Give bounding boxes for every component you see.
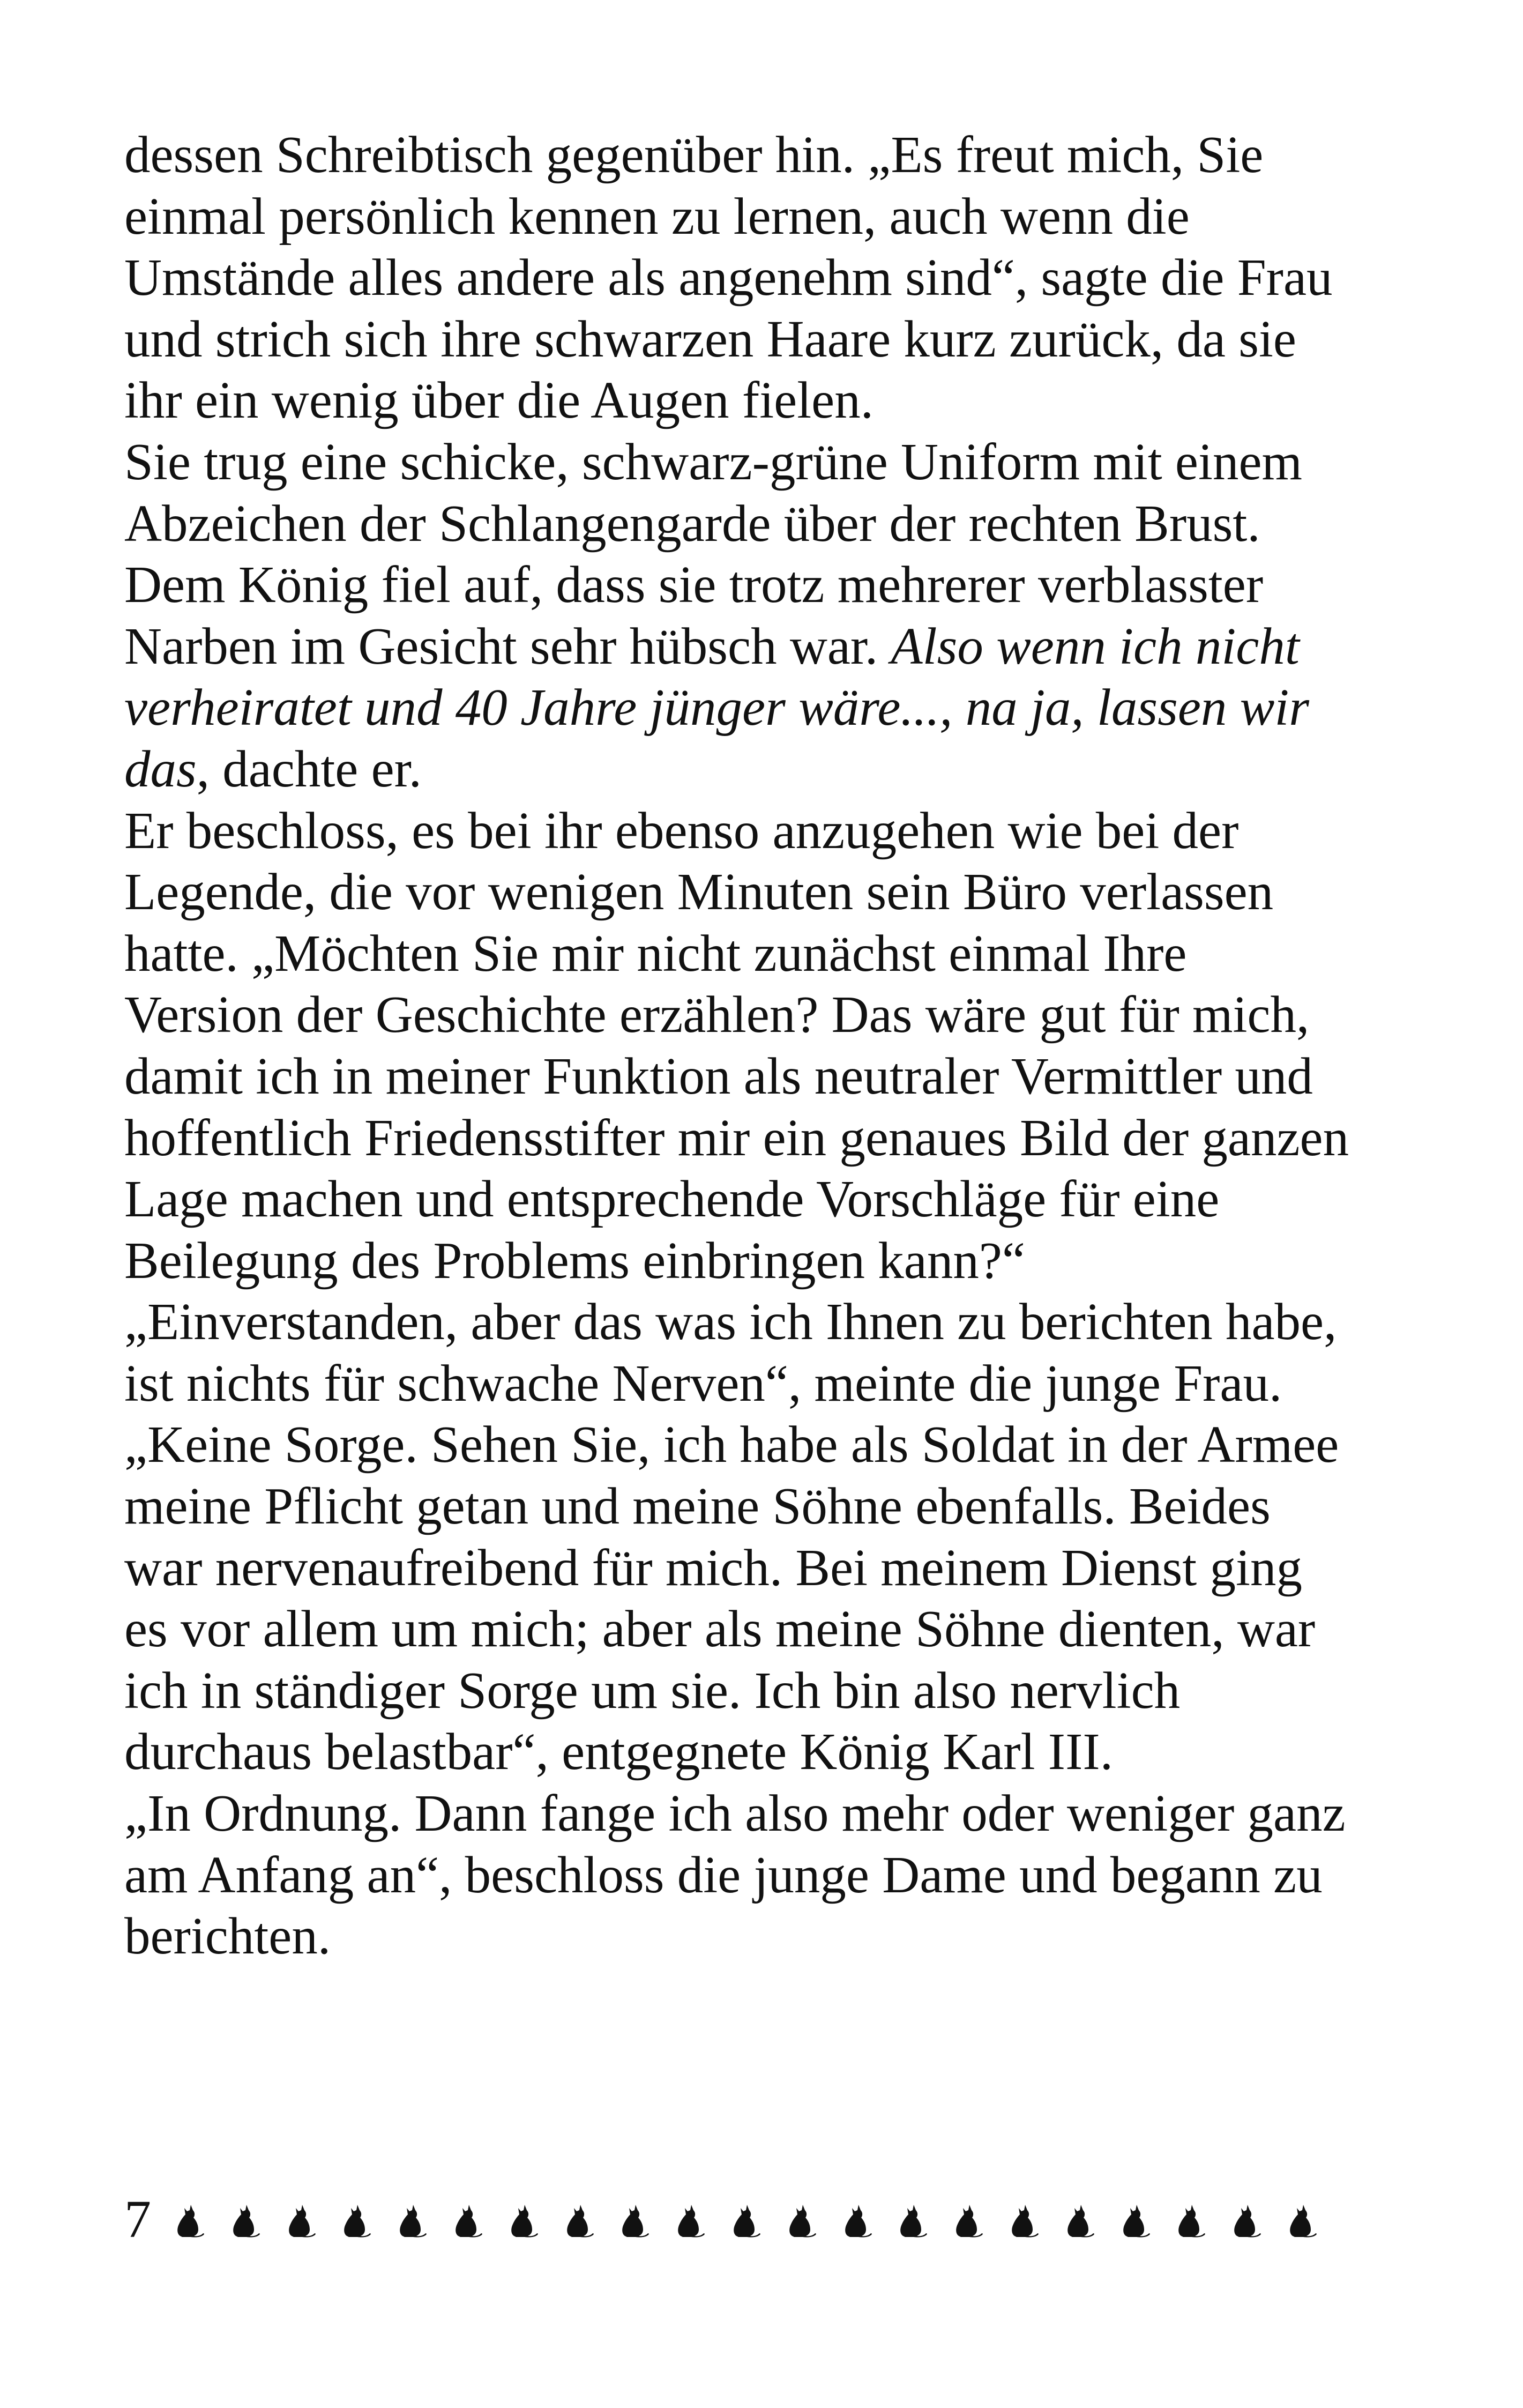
text-line	[124, 616, 1421, 678]
cat-silhouette-icon	[1115, 2201, 1153, 2238]
text-segment: dessen Schreibtisch gegenüber hin. „Es freut mich, Sie	[124, 126, 1264, 183]
text-line	[124, 247, 1421, 309]
cat-silhouette-icon	[559, 2201, 596, 2238]
text-segment: Dem König fiel auf, dass sie trotz mehrerer verblasster	[124, 556, 1264, 614]
italic-text: das	[124, 740, 197, 798]
cat-silhouette-icon	[1282, 2201, 1319, 2238]
text-segment: hatte. „Möchten Sie mir nicht zunächst einmal Ihre	[124, 924, 1187, 982]
text-line	[124, 1721, 1421, 1783]
text-line	[124, 370, 1421, 432]
text-line	[124, 861, 1421, 923]
text-segment: Beilegung des Problems einbringen kann?“	[124, 1231, 1025, 1289]
text-segment: ich in ständiger Sorge um sie. Ich bin also nervlich	[124, 1661, 1181, 1719]
text-line	[124, 984, 1421, 1046]
text-line	[124, 124, 1421, 186]
text-line	[124, 1537, 1421, 1599]
text-segment: am Anfang an“, beschloss die junge Dame und begann zu	[124, 1846, 1323, 1904]
text-line	[124, 800, 1421, 862]
ornament-row	[169, 2201, 1338, 2238]
text-line	[124, 739, 1421, 800]
text-line	[124, 432, 1421, 493]
body-text	[124, 124, 1421, 1967]
text-segment: „Keine Sorge. Sehen Sie, ich habe als Soldat in der Armee	[124, 1416, 1339, 1474]
cat-silhouette-icon	[1226, 2201, 1264, 2238]
text-segment: Narben im Gesicht sehr hübsch war.	[124, 617, 891, 675]
text-segment: Version der Geschichte erzählen? Das wäre gut für mich,	[124, 986, 1310, 1044]
cat-silhouette-icon	[1004, 2201, 1041, 2238]
text-line	[124, 923, 1421, 985]
text-line	[124, 493, 1421, 555]
text-line	[124, 1599, 1421, 1660]
cat-silhouette-icon	[781, 2201, 819, 2238]
cat-silhouette-icon	[614, 2201, 652, 2238]
text-line	[124, 1414, 1421, 1476]
text-line	[124, 309, 1421, 370]
text-segment: hoffentlich Friedensstifter mir ein genaues Bild der ganzen	[124, 1109, 1349, 1166]
text-segment: ihr ein wenig über die Augen fielen.	[124, 371, 874, 429]
text-segment: berichten.	[124, 1907, 331, 1965]
text-segment: „In Ordnung. Dann fange ich also mehr oder weniger ganz	[124, 1785, 1346, 1842]
text-segment: meine Pflicht getan und meine Söhne ebenfalls. Beides	[124, 1477, 1271, 1535]
cat-silhouette-icon	[392, 2201, 429, 2238]
cat-silhouette-icon	[281, 2201, 318, 2238]
text-segment: und strich sich ihre schwarzen Haare kurz zurück, da sie	[124, 310, 1296, 368]
text-line	[124, 554, 1421, 616]
cat-silhouette-icon	[225, 2201, 263, 2238]
text-segment: , dachte er.	[196, 740, 422, 798]
text-segment: war nervenaufreibend für mich. Bei meinem Dienst ging	[124, 1539, 1302, 1596]
text-line	[124, 1476, 1421, 1537]
text-line	[124, 186, 1421, 248]
text-line	[124, 677, 1421, 739]
text-line	[124, 1046, 1421, 1108]
text-line	[124, 1845, 1421, 1906]
text-line	[124, 1660, 1421, 1722]
cat-silhouette-icon	[670, 2201, 707, 2238]
text-segment: Abzeichen der Schlangengarde über der rechten Brust.	[124, 494, 1260, 552]
text-segment: „Einverstanden, aber das was ich Ihnen zu berichten habe,	[124, 1293, 1337, 1351]
cat-silhouette-icon	[503, 2201, 541, 2238]
cat-silhouette-icon	[336, 2201, 374, 2238]
text-segment: durchaus belastbar“, entgegnete König Karl III.	[124, 1723, 1113, 1781]
text-segment: Er beschloss, es bei ihr ebenso anzugehen wie bei der	[124, 801, 1239, 859]
cat-silhouette-icon	[948, 2201, 986, 2238]
text-segment: damit ich in meiner Funktion als neutraler Vermittler und	[124, 1047, 1313, 1105]
text-line	[124, 1291, 1421, 1353]
text-segment: Legende, die vor wenigen Minuten sein Büro verlassen	[124, 863, 1274, 921]
text-segment: es vor allem um mich; aber als meine Söhne dienten, war	[124, 1600, 1316, 1658]
italic-text: verheiratet und 40 Jahre jünger wäre..., na ja, lassen wir	[124, 679, 1310, 737]
text-line	[124, 1353, 1421, 1415]
cat-silhouette-icon	[1170, 2201, 1208, 2238]
text-line	[124, 1783, 1421, 1845]
text-segment: einmal persönlich kennen zu lernen, auch wenn die	[124, 187, 1190, 245]
text-segment: Sie trug eine schicke, schwarz-grüne Uniform mit einem	[124, 433, 1302, 490]
italic-text: Also wenn ich nicht	[891, 617, 1300, 675]
page-number: 7	[124, 2189, 151, 2249]
text-segment: Umstände alles andere als angenehm sind“, sagte die Frau	[124, 249, 1333, 307]
text-line	[124, 1108, 1421, 1169]
text-line	[124, 1230, 1421, 1292]
cat-silhouette-icon	[447, 2201, 485, 2238]
cat-silhouette-icon	[726, 2201, 763, 2238]
cat-silhouette-icon	[837, 2201, 875, 2238]
cat-silhouette-icon	[1059, 2201, 1097, 2238]
cat-silhouette-icon	[169, 2201, 207, 2238]
cat-silhouette-icon	[892, 2201, 930, 2238]
text-line	[124, 1906, 1421, 1967]
page-footer	[124, 2187, 1338, 2251]
text-segment: ist nichts für schwache Nerven“, meinte die junge Frau.	[124, 1354, 1282, 1412]
text-line	[124, 1169, 1421, 1230]
text-segment: Lage machen und entsprechende Vorschläge für eine	[124, 1170, 1220, 1228]
